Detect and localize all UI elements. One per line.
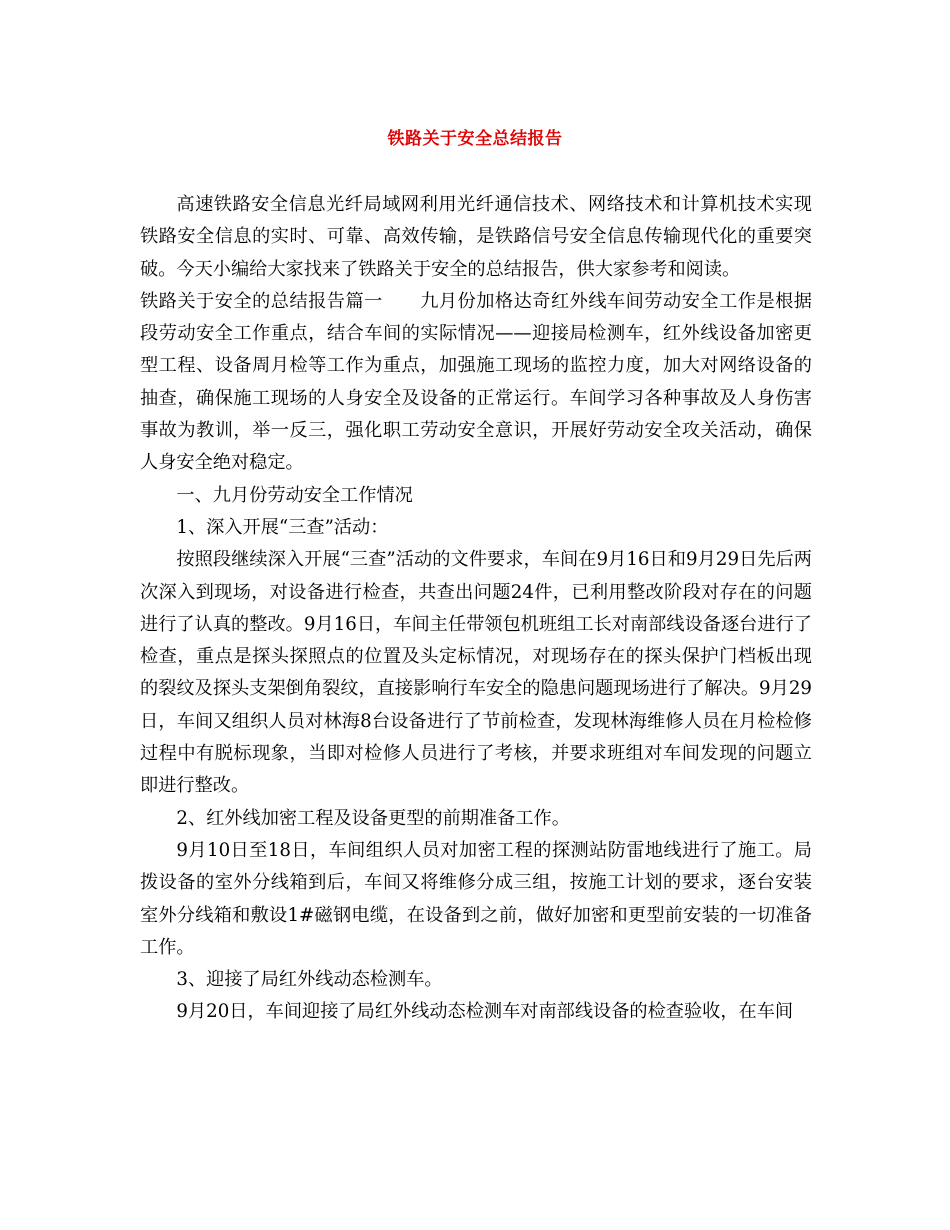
paragraph: 2、红外线加密工程及设备更型的前期准备工作。 <box>176 807 570 829</box>
paragraph: 铁路关于安全的总结报告篇一 九月份加格达奇红外线车间劳动安全工作是根据段劳动安全工作重点，结合车间的实际情况——迎接局检测车，红外线设备加密更型工程、设备周月检等工作为重点，加强施工现场的监控力度，加大对网络设备的抽查，确保施工现场的人身安全及设备的正常运行。车间学习各种事故及人身伤害事故为教训，举一反三，强化职工劳动安全意识，开展好劳动安全攻关活动，确保人身安全绝对稳定。 <box>140 290 812 474</box>
paragraph: 9月10日至18日，车间组织人员对加密工程的探测站防雷地线进行了施工。局拨设备的室外分线箱到后，车间又将维修分成三组，按施工计划的要求，逐台安装室外分线箱和敷设1#磁钢电缆，在设备到之前，做好加密和更型前安装的一切准备工作。 <box>140 839 812 958</box>
paragraph: 高速铁路安全信息光纤局域网利用光纤通信技术、网络技术和计算机技术实现铁路安全信息的实时、可靠、高效传输，是铁路信号安全信息传输现代化的重要突破。今天小编给大家找来了铁路关于安全的总结报告，供大家参考和阅读。 <box>140 194 812 280</box>
paragraph: 一、九月份劳动安全工作情况 <box>176 484 413 506</box>
document-body <box>140 189 812 1029</box>
paragraph: 1、深入开展“三查”活动： <box>176 516 389 538</box>
paragraph: 按照段继续深入开展“三查”活动的文件要求，车间在9月16日和9月29日先后两次深入到现场，对设备进行检查，共查出问题24件，已利用整改阶段对存在的问题进行了认真的整改。9月16日，车间主任带领包机班组工长对南部线设备逐台进行了检查，重点是探头探照点的位置及头定标情况，对现场存在的探头保护门档板出现的裂纹及探头支架倒角裂纹，直接影响行车安全的隐患问题现场进行了解决。9月29日，车间又组织人员对林海8台设备进行了节前检查，发现林海维修人员在月检检修过程中有脱标现象，当即对检修人员进行了考核，并要求班组对车间发现的问题立即进行整改。 <box>140 549 812 797</box>
document-title: 铁路关于安全总结报告 <box>387 129 563 149</box>
paragraph: 3、迎接了局红外线动态检测车。 <box>176 969 443 991</box>
paragraph: 9月20日，车间迎接了局红外线动态检测车对南部线设备的检查验收，在车间 <box>176 1001 794 1023</box>
